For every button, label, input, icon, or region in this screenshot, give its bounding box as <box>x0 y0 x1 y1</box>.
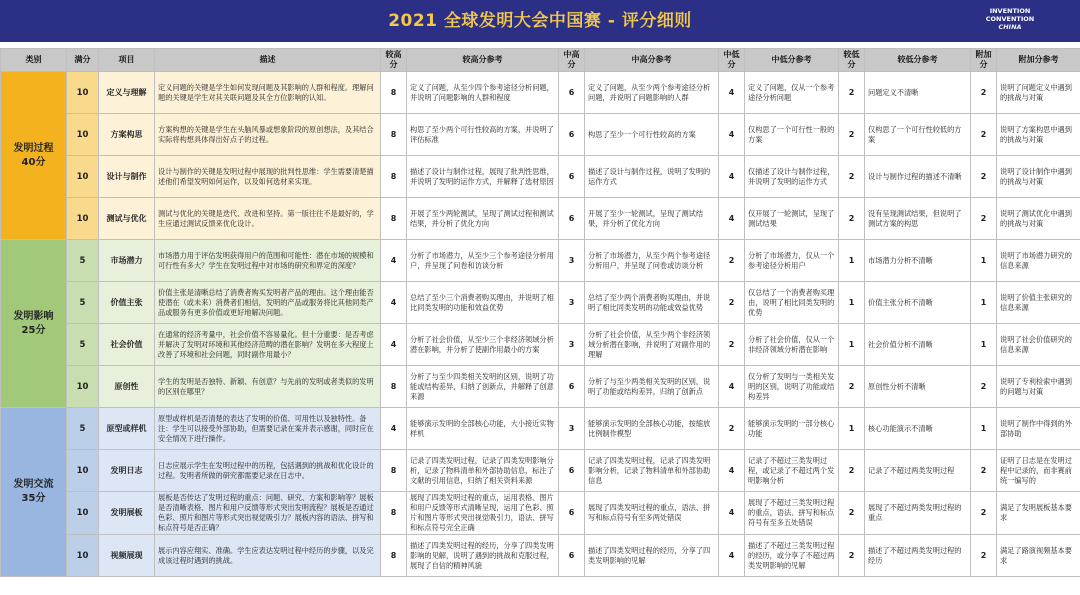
bonus-score-cell: 1 <box>971 282 997 324</box>
full-score-cell: 10 <box>67 492 99 535</box>
bonus-score-cell: 2 <box>971 492 997 535</box>
item-name-cell: 原创性 <box>99 366 155 408</box>
high-score-cell: 8 <box>381 114 407 156</box>
low-score-cell: 2 <box>839 450 865 492</box>
high-score-ref-cell: 能够演示发明的全部核心功能，大小接近实物样机 <box>407 408 559 450</box>
mid-low-score-cell: 4 <box>719 72 745 114</box>
table-row <box>1 198 1080 240</box>
low-score-ref-cell: 核心功能演示不清晰 <box>865 408 971 450</box>
table-row <box>1 156 1080 198</box>
item-name-cell: 发明展板 <box>99 492 155 535</box>
description-cell: 价值主张是清晰总结了消费者购买发明者产品的理由。这个理由能否使潜在（或未来）消费者们相信，发明的产品或服务将比其他同类产品或服务有更多价值或更好地解决问题。 <box>155 282 381 324</box>
page-title: 2021 全球发明大会中国赛 - 评分细则 <box>388 11 692 31</box>
bonus-score-cell: 2 <box>971 114 997 156</box>
high-score-cell: 8 <box>381 450 407 492</box>
column-header: 中高分参考 <box>585 49 719 72</box>
mid-low-score-ref-cell: 分析了社会价值，仅从一个非经济领域分析潜在影响 <box>745 324 839 366</box>
low-score-ref-cell: 价值主张分析不清晰 <box>865 282 971 324</box>
column-header: 中低分参考 <box>745 49 839 72</box>
mid-low-score-cell: 2 <box>719 240 745 282</box>
mid-high-score-cell: 3 <box>559 282 585 324</box>
description-cell: 展示内容应翔实、准确。学生应表达发明过程中经历的步骤，以及完成该过程时遇到的挑战。 <box>155 535 381 577</box>
mid-low-score-cell: 4 <box>719 492 745 535</box>
column-header: 满分 <box>67 49 99 72</box>
table-row <box>1 72 1080 114</box>
low-score-cell: 2 <box>839 492 865 535</box>
mid-high-score-ref-cell: 能够演示发明的全部核心功能，按缩放比例制作模型 <box>585 408 719 450</box>
high-score-cell: 4 <box>381 408 407 450</box>
full-score-cell: 10 <box>67 366 99 408</box>
full-score-cell: 5 <box>67 282 99 324</box>
high-score-ref-cell: 分析了与至少四类相关发明的区别，说明了功能或结构差异，归纳了创新点，并解释了创意来源 <box>407 366 559 408</box>
column-header: 中低分 <box>719 49 745 72</box>
mid-high-score-cell: 3 <box>559 324 585 366</box>
column-header: 类别 <box>1 49 67 72</box>
bonus-score-ref-cell: 说明了问题定义中遇到的挑战与对策 <box>997 72 1080 114</box>
mid-high-score-cell: 6 <box>559 450 585 492</box>
mid-low-score-ref-cell: 记录了不超过三类发明过程，或记录了不超过两个发明影响分析 <box>745 450 839 492</box>
table-row <box>1 282 1080 324</box>
high-score-cell: 8 <box>381 156 407 198</box>
mid-low-score-cell: 2 <box>719 282 745 324</box>
bonus-score-ref-cell: 说明了专利检索中遇到的问题与对策 <box>997 366 1080 408</box>
item-name-cell: 测试与优化 <box>99 198 155 240</box>
mid-high-score-ref-cell: 描述了设计与制作过程，说明了发明的运作方式 <box>585 156 719 198</box>
low-score-ref-cell: 描述了不超过两类发明过程的经历 <box>865 535 971 577</box>
low-score-cell: 1 <box>839 282 865 324</box>
category-cell: 发明交流 35分 <box>1 408 67 577</box>
high-score-cell: 8 <box>381 492 407 535</box>
mid-high-score-cell: 6 <box>559 114 585 156</box>
description-cell: 原型或样机是否清楚的表达了发明的价值、可用性以及独特性。备注：学生可以接受外部协助，但需要记录在案并表示感谢，同时应在安全情况下进行操作。 <box>155 408 381 450</box>
high-score-ref-cell: 描述了设计与制作过程，展现了批判性思维，并说明了发明的运作方式，并解释了选材原因 <box>407 156 559 198</box>
high-score-ref-cell: 分析了市场潜力，从至少三个参考途径分析用户，并呈现了问卷和访谈分析 <box>407 240 559 282</box>
bonus-score-cell: 2 <box>971 535 997 577</box>
mid-high-score-ref-cell: 展现了四类发明过程的重点，语法、拼写和标点符号有至多两处错误 <box>585 492 719 535</box>
low-score-ref-cell: 没有呈现测试结果，但说明了测试方案的构思 <box>865 198 971 240</box>
bonus-score-ref-cell: 说明了价值主张研究的信息来源 <box>997 282 1080 324</box>
bonus-score-cell: 2 <box>971 156 997 198</box>
mid-high-score-ref-cell: 分析了社会价值，从至少两个非经济领域分析潜在影响，并说明了对副作用的理解 <box>585 324 719 366</box>
column-header: 项目 <box>99 49 155 72</box>
column-header: 较低分 <box>839 49 865 72</box>
mid-high-score-cell: 6 <box>559 366 585 408</box>
mid-high-score-cell: 6 <box>559 535 585 577</box>
mid-low-score-cell: 2 <box>719 408 745 450</box>
mid-low-score-ref-cell: 能够演示发明的一部分核心功能 <box>745 408 839 450</box>
low-score-ref-cell: 展现了不超过两类发明过程的重点 <box>865 492 971 535</box>
mid-low-score-ref-cell: 描述了不超过三类发明过程的经历，或分享了不超过两类发明影响的见解 <box>745 535 839 577</box>
table-row <box>1 114 1080 156</box>
scoring-table <box>0 48 1080 577</box>
low-score-cell: 2 <box>839 535 865 577</box>
high-score-ref-cell: 分析了社会价值，从至少三个非经济领域分析潜在影响，并分析了使副作用最小的方案 <box>407 324 559 366</box>
low-score-cell: 1 <box>839 240 865 282</box>
invention-convention-logo <box>980 7 1040 37</box>
bonus-score-cell: 1 <box>971 408 997 450</box>
bonus-score-ref-cell: 说明了社会价值研究的信息来源 <box>997 324 1080 366</box>
description-cell: 市场潜力用于评估发明获得用户的范围和可能性：潜在市场的规模和可行性有多大？学生在发明过程中对市场的研究和界定的深度？ <box>155 240 381 282</box>
column-header: 描述 <box>155 49 381 72</box>
mid-high-score-ref-cell: 描述了四类发明过程的经历，分享了四类发明影响的见解 <box>585 535 719 577</box>
mid-low-score-cell: 4 <box>719 156 745 198</box>
high-score-ref-cell: 展现了四类发明过程的重点，运用表格、图片和用户反馈等形式清晰呈现，运用了色彩、照片和图片等形式突出视觉吸引力，语法、拼写和标点符号完全正确 <box>407 492 559 535</box>
low-score-ref-cell: 设计与制作过程的描述不清晰 <box>865 156 971 198</box>
table-row <box>1 492 1080 535</box>
table-row <box>1 408 1080 450</box>
item-name-cell: 视频展现 <box>99 535 155 577</box>
column-header: 较低分参考 <box>865 49 971 72</box>
item-name-cell: 发明日志 <box>99 450 155 492</box>
mid-low-score-ref-cell: 仅构思了一个可行性一般的方案 <box>745 114 839 156</box>
high-score-cell: 4 <box>381 282 407 324</box>
mid-low-score-cell: 2 <box>719 324 745 366</box>
bonus-score-ref-cell: 说明了市场潜力研究的信息来源 <box>997 240 1080 282</box>
bonus-score-cell: 2 <box>971 198 997 240</box>
mid-high-score-ref-cell: 定义了问题，从至少两个参考途径分析问题，并说明了问题影响的人群 <box>585 72 719 114</box>
description-cell: 学生的发明是否独特、新颖、有创意？与先前的发明或者类似的发明的区别在哪里？ <box>155 366 381 408</box>
low-score-ref-cell: 原创性分析不清晰 <box>865 366 971 408</box>
logo-line-1: INVENTION <box>989 7 1031 15</box>
description-cell: 展板是否传达了发明过程的重点：问题、研究、方案和影响等？展板是否清晰表格、图片和用户反馈等形式突出发明流程？展板是否通过色彩、照片和图片等形式突出视觉吸引力？展板内容的语法、拼写和标点符号是否正确？ <box>155 492 381 535</box>
bonus-score-ref-cell: 满足了路演视频基本要求 <box>997 535 1080 577</box>
high-score-ref-cell: 描述了四类发明过程的经历，分享了四类发明影响的见解，说明了遇到的挑战和克服过程，展现了自信的精神风貌 <box>407 535 559 577</box>
low-score-cell: 2 <box>839 198 865 240</box>
low-score-cell: 1 <box>839 408 865 450</box>
low-score-cell: 2 <box>839 114 865 156</box>
low-score-cell: 2 <box>839 156 865 198</box>
full-score-cell: 10 <box>67 72 99 114</box>
table-row <box>1 450 1080 492</box>
table-row <box>1 366 1080 408</box>
mid-low-score-ref-cell: 仅开展了一轮测试，呈现了测试结果 <box>745 198 839 240</box>
description-cell: 日志应展示学生在发明过程中的历程，包括遇到的挑战和优化设计的过程。发明者所做的研究都需要记录在日志中。 <box>155 450 381 492</box>
high-score-cell: 8 <box>381 72 407 114</box>
full-score-cell: 10 <box>67 156 99 198</box>
high-score-cell: 4 <box>381 240 407 282</box>
mid-high-score-ref-cell: 构思了至少一个可行性较高的方案 <box>585 114 719 156</box>
low-score-ref-cell: 问题定义不清晰 <box>865 72 971 114</box>
full-score-cell: 10 <box>67 450 99 492</box>
bonus-score-cell: 2 <box>971 72 997 114</box>
item-name-cell: 定义与理解 <box>99 72 155 114</box>
mid-high-score-ref-cell: 开展了至少一轮测试，呈现了测试结果，并分析了优化方向 <box>585 198 719 240</box>
description-cell: 定义问题的关键是学生如何发现问题及其影响的人群和程度。理解问题的关键是学生对其关联问题及其全方位影响的认知。 <box>155 72 381 114</box>
mid-low-score-cell: 4 <box>719 366 745 408</box>
table-row <box>1 535 1080 577</box>
low-score-cell: 1 <box>839 324 865 366</box>
bonus-score-cell: 1 <box>971 324 997 366</box>
full-score-cell: 10 <box>67 198 99 240</box>
bonus-score-cell: 2 <box>971 366 997 408</box>
category-cell: 发明过程 40分 <box>1 72 67 240</box>
description-cell: 测试与优化的关键是迭代、改进和坚持。第一版往往不是最好的，学生应通过测试反馈来优化设计。 <box>155 198 381 240</box>
low-score-cell: 2 <box>839 72 865 114</box>
high-score-ref-cell: 定义了问题，从至少四个参考途径分析问题，并说明了问题影响的人群和程度 <box>407 72 559 114</box>
mid-high-score-cell: 6 <box>559 72 585 114</box>
bonus-score-ref-cell: 说明了方案构思中遇到的挑战与对策 <box>997 114 1080 156</box>
header-row <box>1 49 1080 72</box>
column-header: 附加分参考 <box>997 49 1080 72</box>
category-cell: 发明影响 25分 <box>1 240 67 408</box>
logo-line-2: CONVENTION <box>985 15 1035 23</box>
high-score-cell: 4 <box>381 324 407 366</box>
full-score-cell: 5 <box>67 408 99 450</box>
bonus-score-ref-cell: 证明了日志是在发明过程中记录的，而非赛前统一编写的 <box>997 450 1080 492</box>
mid-high-score-cell: 3 <box>559 240 585 282</box>
bonus-score-cell: 1 <box>971 240 997 282</box>
column-header: 中高分 <box>559 49 585 72</box>
mid-high-score-cell: 6 <box>559 198 585 240</box>
description-cell: 方案构想的关键是学生在头脑风暴或想象阶段的原创想法，及其结合实际将构想具体得出好点子的过程。 <box>155 114 381 156</box>
low-score-ref-cell: 市场潜力分析不清晰 <box>865 240 971 282</box>
mid-high-score-cell: 6 <box>559 492 585 535</box>
high-score-ref-cell: 总结了至少三个消费者购买理由，并说明了相比同类发明的功能和效益优势 <box>407 282 559 324</box>
mid-high-score-ref-cell: 分析了市场潜力，从至少两个参考途径分析用户，并呈现了问卷或访谈分析 <box>585 240 719 282</box>
column-header: 较高分 <box>381 49 407 72</box>
mid-high-score-ref-cell: 分析了与至少两类相关发明的区别，说明了功能或结构差异，归纳了创新点 <box>585 366 719 408</box>
mid-low-score-ref-cell: 仅分析了发明与一类相关发明的区别，说明了功能或结构差异 <box>745 366 839 408</box>
item-name-cell: 市场潜力 <box>99 240 155 282</box>
mid-low-score-ref-cell: 分析了市场潜力，仅从一个参考途径分析用户 <box>745 240 839 282</box>
column-header: 较高分参考 <box>407 49 559 72</box>
item-name-cell: 原型或样机 <box>99 408 155 450</box>
title-banner <box>0 0 1080 42</box>
mid-low-score-ref-cell: 定义了问题，仅从一个参考途径分析问题 <box>745 72 839 114</box>
description-cell: 设计与制作的关键是发明过程中展现的批判性思维：学生需要清楚描述他们希望发明如何运作，以及如何选材来实现。 <box>155 156 381 198</box>
item-name-cell: 方案构思 <box>99 114 155 156</box>
high-score-ref-cell: 构思了至少两个可行性较高的方案，并说明了评估标准 <box>407 114 559 156</box>
logo-line-3: CHINA <box>998 23 1022 31</box>
mid-low-score-ref-cell: 仅总结了一个消费者购买理由，说明了相比同类发明的优势 <box>745 282 839 324</box>
item-name-cell: 价值主张 <box>99 282 155 324</box>
column-header: 附加分 <box>971 49 997 72</box>
mid-high-score-ref-cell: 总结了至少两个消费者购买理由，并说明了相比同类发明的功能或效益优势 <box>585 282 719 324</box>
mid-low-score-cell: 4 <box>719 450 745 492</box>
low-score-ref-cell: 记录了不超过两类发明过程 <box>865 450 971 492</box>
high-score-cell: 8 <box>381 535 407 577</box>
high-score-ref-cell: 记录了四类发明过程，记录了四类发明影响分析，记录了物料清单和外部协助信息，标注了文献的引用信息，归纳了相关资料来源 <box>407 450 559 492</box>
bonus-score-ref-cell: 满足了发明展板基本要求 <box>997 492 1080 535</box>
table-body <box>1 72 1080 577</box>
high-score-ref-cell: 开展了至少两轮测试，呈现了测试过程和测试结果，并分析了优化方向 <box>407 198 559 240</box>
mid-low-score-ref-cell: 展现了不超过三类发明过程的重点，语法、拼写和标点符号有至多五处错误 <box>745 492 839 535</box>
mid-high-score-cell: 3 <box>559 408 585 450</box>
mid-high-score-cell: 6 <box>559 156 585 198</box>
item-name-cell: 设计与制作 <box>99 156 155 198</box>
description-cell: 在通常的经济考量中，社会价值不容易量化。但十分重要：是否考虑并解决了发明对环境和其他经济范畴的潜在影响？发明在多大程度上改善了环境和社会问题，同时副作用最小？ <box>155 324 381 366</box>
bonus-score-ref-cell: 说明了设计制作中遇到的挑战与对策 <box>997 156 1080 198</box>
full-score-cell: 10 <box>67 114 99 156</box>
high-score-cell: 8 <box>381 366 407 408</box>
table-row <box>1 324 1080 366</box>
bonus-score-cell: 2 <box>971 450 997 492</box>
low-score-ref-cell: 仅构思了一个可行性较低的方案 <box>865 114 971 156</box>
mid-low-score-cell: 4 <box>719 114 745 156</box>
mid-low-score-cell: 4 <box>719 535 745 577</box>
table-row <box>1 240 1080 282</box>
mid-high-score-ref-cell: 记录了四类发明过程，记录了四类发明影响分析，记录了物料清单和外部协助信息 <box>585 450 719 492</box>
full-score-cell: 10 <box>67 535 99 577</box>
bonus-score-ref-cell: 说明了测试优化中遇到的挑战与对策 <box>997 198 1080 240</box>
full-score-cell: 5 <box>67 240 99 282</box>
mid-low-score-cell: 4 <box>719 198 745 240</box>
high-score-cell: 8 <box>381 198 407 240</box>
item-name-cell: 社会价值 <box>99 324 155 366</box>
mid-low-score-ref-cell: 仅描述了设计与制作过程，并说明了发明的运作方式 <box>745 156 839 198</box>
low-score-ref-cell: 社会价值分析不清晰 <box>865 324 971 366</box>
bonus-score-ref-cell: 说明了制作中得到的外部协助 <box>997 408 1080 450</box>
full-score-cell: 5 <box>67 324 99 366</box>
low-score-cell: 2 <box>839 366 865 408</box>
